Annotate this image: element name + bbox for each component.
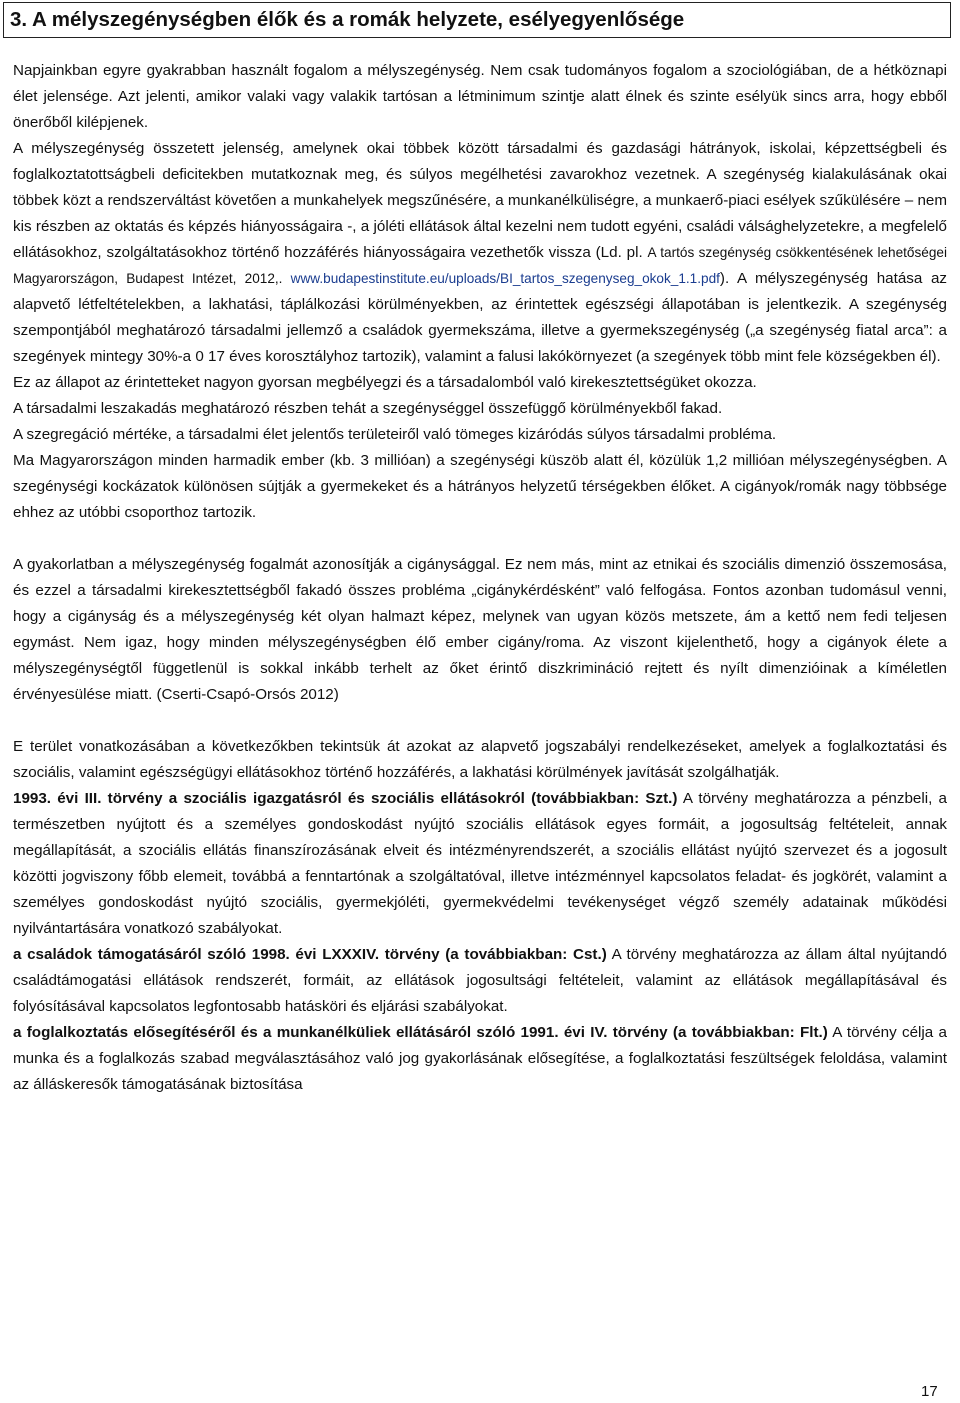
paragraph-stigma: Ez az állapot az érintetteket nagyon gyorsan megbélyegzi és a társadalomból való kirekesztettségüket okozza. (13, 374, 757, 391)
citation-link[interactable]: www.budapestinstitute.eu/uploads/BI_tartos_szegenyseg_okok_1.1.pdf (290, 271, 720, 286)
law-cst-title: a családok támogatásáról szóló 1998. évi LXXXIV. törvény (a továbbiakban: Cst.) (13, 946, 607, 963)
law-szt-title: 1993. évi III. törvény a szociális igazgatásról és szociális ellátásokról (továbbiakban: Szt.) (13, 790, 678, 807)
paragraph-law-cst (13, 942, 947, 1020)
law-flt-text: A törvény célja a munka és a foglalkozás szabad megválasztásához való jog gyakorlásának elősegítése, a foglalkoztatási feszültségek feloldása, valamint az álláskeresők támogatásának biztosítása (13, 1024, 947, 1093)
page-number: 17 (921, 1383, 938, 1400)
citation-text: A tartós szegénység csökkentésének lehetőségei Magyarországon, Budapest Intézet, 2012,. (13, 245, 947, 286)
law-cst-text: A törvény meghatározza az állam által nyújtandó családtámogatási ellátások rendszerét, formáit, az ellátások jogosultsági feltételeit, valamint az ellátások megállapításával és folyósításával kapcsolatos legfontosabb hatásköri és eljárási szabályokat. (13, 946, 947, 1015)
paragraph-law-flt (13, 1020, 947, 1098)
law-flt-title: a foglalkoztatás elősegítéséről és a munkanélküliek ellátásáról szóló 1991. évi IV. törvény (a továbbiakban: Flt.) (13, 1024, 828, 1041)
body-text (13, 58, 947, 1098)
law-szt-text: A törvény meghatározza a pénzbeli, a természetben nyújtott és a személyes gondoskodást nyújtó szociális ellátások egyes formáit, a jogosultság feltételeit, annak megállapítását, a szociális ellátás finanszírozásának elveit és intézményrendszerét, a szociális ellátást nyújtó szervezet és a jogosult közötti jogviszony főbb elemeit, továbbá a fenntartónak a szolgáltatóval, illetve intézménnyel kapcsolatos feladat- és jogkörét, valamint a személyes gondoskodást nyújtó szociális, gyermekjóléti, gyermekvédelmi tevékenységet végző személy adatainak működési nyilvántartására vonatkozó szabályokat. (13, 790, 947, 937)
paragraph-roma-poverty: A gyakorlatban a mélyszegénység fogalmát azonosítják a cigánysággal. Ez nem más, mint az etnikai és szociális dimenzió összemosása, és ezzel a társadalmi kirekesztettségből fakadó összes probléma „cigánykérdésként” való felfogása. Fontos azonban tudomásul venni, hogy a cigányság és a mélyszegénység két olyan halmazt képez, melynek van ugyan közös metszete, ám a kettő nem fedi teljesen egymást. Nem igaz, hogy minden mélyszegénységben élő ember cigány/roma. Az viszont kijelenthető, hogy a cigányok élete a mélyszegénységtől függetlenül is sokkal inkább terhelt az őket érintő diszkrimináció rejtett és nyílt dimenzióinak a kíméletlen érvényesülése miatt. (Cserti-Csapó-Orsós 2012) (13, 556, 947, 703)
paragraph-causes (13, 136, 947, 370)
section-heading: 3. A mélyszegénységben élők és a romák helyzete, esélyegyenlősége (3, 2, 951, 38)
paragraph-segregation: A szegregáció mértéke, a társadalmi élet jelentős területeiről való tömeges kizáródás súlyos társadalmi probléma. (13, 426, 777, 443)
paragraph-definition: Napjainkban egyre gyakrabban használt fogalom a mélyszegénység. Nem csak tudományos fogalom a szociológiában, de a hétköznapi élet jelensége. Azt jelenti, amikor valaki vagy valakik tartósan a létminimum szintje alatt élnek és szinte esélyük sincs arra, hogy ebből önerőből kilépjenek. (13, 62, 947, 131)
paragraph-statistics: Ma Magyarországon minden harmadik ember (kb. 3 millióan) a szegénységi küszöb alatt él, közülük 1,2 millióan mélyszegénységben. A szegénységi kockázatok különösen sújtják a gyermekeket és a hátrányos helyzetű térségekben élőket. A cigányok/romák nagy többsége ehhez az utóbbi csoporthoz tartozik. (13, 452, 947, 521)
paragraph-law-szt (13, 786, 947, 942)
paragraph-legal-intro: E terület vonatkozásában a következőkben tekintsük át azokat az alapvető jogszabályi rendelkezéseket, amelyek a foglalkoztatási és szociális, valamint egészségügyi ellátásokhoz történő hozzáférés, a lakhatási körülmények javítását szolgálhatják. (13, 738, 947, 781)
causes-text: A mélyszegénység összetett jelenség, amelynek okai többek között társadalmi és gazdasági hátrányok, iskolai, képzettségbeli és foglalkoztatottságbeli deficitekben mutatkoznak meg, és súlyos megélhetési zavarokhoz vezetnek. A szegénység kialakulásának okai többek közt a rendszerváltást követően a munkahelyek megszűnésére, a munkanélküliségre, a munkaerő-piaci esélyek szűkülésére – nem kis részben az oktatás és képzés hiányosságaira -, a jóléti ellátások által kezelni nem tudott egyéni, családi válsághelyzetekre, a megfelelő ellátásokhoz, szolgáltatásokhoz történő hozzáférés hiányosságaira vezethetők vissza (Ld. pl. (13, 140, 947, 261)
effects-text: ). A mélyszegénység hatása az alapvető létfeltételekben, a lakhatási, táplálkozási körülményekben, az érintettek egészségi állapotában is jelentkezik. A szegénység szempontjából meghatározó társadalmi jellemző a családok gyermekszáma, illetve a gyermekszegénység („a szegénység fiatal arca”: a szegények mintegy 30%-a 0 17 éves korosztályhoz tartozik), valamint a falusi lakókörnyezet (a szegények több mint fele községekben él). (13, 270, 947, 365)
paragraph-social-gap: A társadalmi leszakadás meghatározó részben tehát a szegénységgel összefüggő körülményekből fakad. (13, 400, 723, 417)
